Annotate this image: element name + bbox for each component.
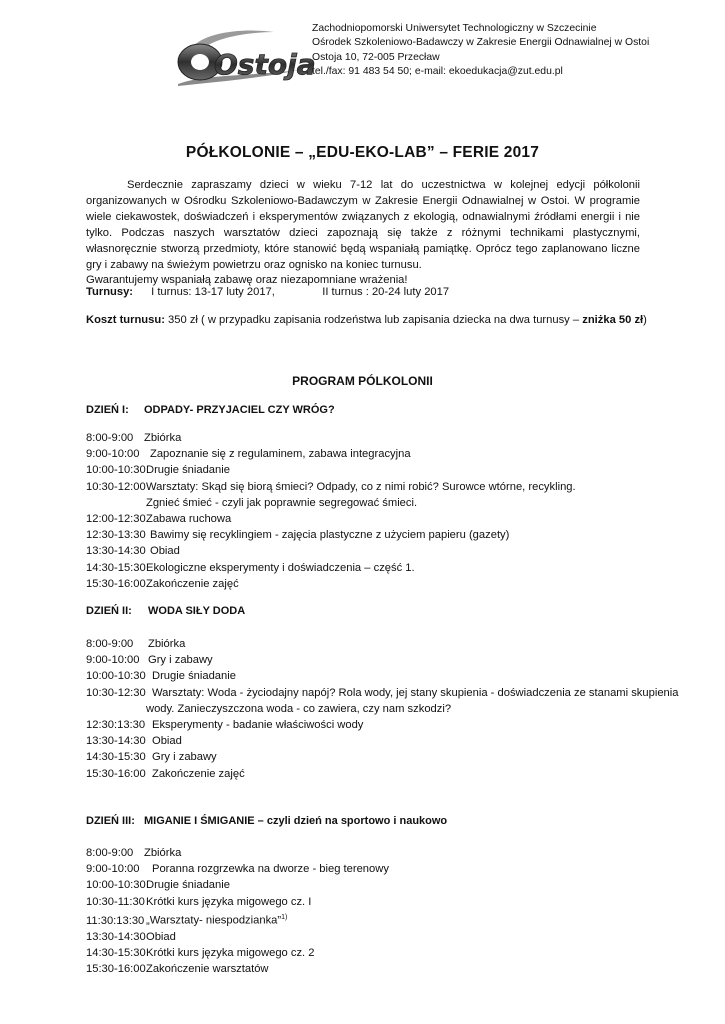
turnusy-label: Turnusy: — [86, 286, 134, 298]
schedule-text: Gry i zabawy — [152, 751, 217, 764]
schedule-row — [86, 717, 678, 733]
schedule-row — [86, 733, 678, 749]
document-title: PÓŁKOLONIE – „EDU-EKO-LAB” – FERIE 2017 — [185, 144, 540, 161]
schedule-row — [86, 749, 678, 765]
cost-close: ) — [643, 314, 647, 326]
schedule-row — [86, 560, 576, 576]
schedule-time: 10:00-10:30 — [86, 670, 146, 683]
schedule-time: 8:00-9:00 — [86, 847, 134, 859]
schedule-row — [86, 877, 389, 893]
schedule-time: 9:00-10:00 — [86, 448, 140, 461]
logo-text: Ostoja — [214, 48, 316, 81]
schedule-text: Zabawa ruchowa — [146, 513, 232, 526]
schedule-time: 10:00-10:30 — [86, 464, 146, 477]
schedule-text: Zbiórka — [144, 847, 182, 859]
schedule-text: Poranna rozgrzewka na dworze - bieg terenowy — [152, 863, 389, 876]
schedule-text: „Warsztaty- niespodzianka” — [146, 914, 282, 927]
schedule-text: Zakończenie warsztatów — [146, 963, 269, 976]
day-label: DZIEŃ II: — [86, 605, 132, 617]
header-line: Ośrodek Szkoleniowo-Badawczy w Zakresie Energii Odnawialnej w Ostoi — [312, 37, 650, 49]
day-title: ODPADY- PRZYJACIEL CZY WRÓG? — [144, 404, 335, 416]
schedule-time: 15:30-16:00 — [86, 577, 146, 590]
schedule-time: 10:30-11:30 — [86, 895, 145, 908]
schedule-row — [86, 945, 389, 961]
schedule-row — [86, 652, 678, 668]
schedule-text: Eksperymenty - badanie właściwości wody — [152, 719, 364, 732]
schedule-row — [86, 576, 576, 592]
schedule-text: Zbiórka — [144, 432, 182, 444]
schedule-text: Bawimy się recyklingiem - zajęcia plastyczne z użyciem papieru (gazety) — [150, 529, 510, 542]
schedule-time: 14:30-15:30 — [86, 751, 146, 764]
schedule-row — [86, 636, 678, 652]
schedule-text: Obiad — [150, 545, 180, 558]
schedule-text: Zbiórka — [148, 638, 186, 650]
day-3-schedule — [86, 845, 389, 977]
schedule-row — [86, 845, 389, 861]
cost-line — [86, 314, 647, 326]
schedule-text: Krótki kurs języka migowego cz. 2 — [146, 946, 315, 959]
schedule-row — [86, 511, 576, 527]
schedule-time: 8:00-9:00 — [86, 432, 134, 444]
schedule-row — [86, 910, 389, 929]
schedule-row — [86, 668, 678, 684]
schedule-continuation: Zgnieć śmieć - czyli jak poprawnie segregować śmieci. — [146, 496, 418, 509]
turnus-2: II turnus : 20-24 luty 2017 — [322, 286, 450, 298]
schedule-text: Ekologiczne eksperymenty i doświadczenia – część 1. — [146, 561, 415, 574]
ostoja-logo — [174, 26, 316, 88]
schedule-time: 12:30-13:30 — [86, 529, 146, 542]
schedule-time: 15:30-16:00 — [86, 963, 146, 976]
schedule-time: 12:30:13:30 — [86, 719, 146, 732]
schedule-text: Drugie śniadanie — [146, 464, 230, 477]
schedule-time: 11:30:13:30 — [86, 914, 145, 927]
schedule-time: 10:30-12:00 — [86, 480, 146, 493]
turnusy-line — [86, 286, 449, 298]
schedule-row — [86, 861, 389, 877]
schedule-row — [86, 543, 576, 559]
schedule-text: Zakończenie zajęć — [146, 577, 239, 590]
schedule-text: Obiad — [146, 930, 176, 943]
day-title: WODA SIŁY DODA — [148, 605, 246, 617]
schedule-time: 12:00-12:30 — [86, 513, 146, 526]
header-line: tel./fax: 91 483 54 50; e-mail: ekoedukacja@zut.edu.pl — [312, 66, 563, 78]
header-line: Ostoja 10, 72-005 Przecław — [312, 51, 440, 63]
schedule-row — [86, 446, 576, 462]
schedule-time: 13:30-14:30 — [86, 930, 146, 943]
schedule-row — [86, 685, 678, 701]
schedule-row — [86, 527, 576, 543]
schedule-row — [86, 462, 576, 478]
schedule-text: Warsztaty: Woda - życiodajny napój? Rola wody, jej stany skupienia - doświadczenia ze stanami skupienia — [152, 686, 679, 699]
cost-label: Koszt turnusu: — [86, 314, 165, 326]
schedule-time: 9:00-10:00 — [86, 654, 140, 667]
schedule-row — [86, 479, 576, 495]
intro-text — [86, 178, 640, 289]
day-title: MIGANIE I ŚMIGANIE – czyli dzień na sportowo i naukowo — [144, 815, 448, 827]
schedule-continuation: wody. Zanieczyszczona woda - co zawiera, czy nam szkodzi? — [146, 702, 452, 715]
intro-last-line: Gwarantujemy wspaniałą zabawę oraz niezapomniane wrażenia! — [86, 274, 408, 287]
schedule-text: Warsztaty: Skąd się biorą śmieci? Odpady, co z nimi robić? Surowce wtórne, recykling. — [146, 480, 576, 493]
schedule-row — [86, 929, 389, 945]
schedule-row — [86, 766, 678, 782]
schedule-text: Zakończenie zajęć — [152, 767, 245, 780]
institution-header — [312, 22, 649, 80]
header-line: Zachodniopomorski Uniwersytet Technologiczny w Szczecinie — [312, 23, 597, 34]
schedule-time: 13:30-14:30 — [86, 735, 146, 748]
day-2-schedule — [86, 636, 678, 782]
day-1-schedule — [86, 430, 576, 592]
schedule-time: 10:00-10:30 — [86, 879, 146, 892]
schedule-text: Gry i zabawy — [148, 654, 213, 667]
schedule-time: 13:30-14:30 — [86, 545, 146, 558]
day-3-heading — [86, 815, 447, 827]
turnus-1: I turnus: 13-17 luty 2017, — [151, 286, 275, 298]
schedule-text: Krótki kurs języka migowego cz. I — [146, 895, 312, 908]
day-label: DZIEŃ III: — [86, 815, 135, 827]
schedule-time: 14:30-15:30 — [86, 946, 146, 959]
schedule-row — [86, 894, 389, 910]
schedule-time: 10:30-12:30 — [86, 686, 146, 699]
day-label: DZIEŃ I: — [86, 404, 129, 416]
intro-paragraph: Serdecznie zapraszamy dzieci w wieku 7-12 lat do uczestnictwa w kolejnej edycji półkolonii organizowanych w Ośrodku Szkoleniowo-Badawczym w Zakresie Energii Odnawialnej w Ostoi. W programie wiele ciekawostek, doświadczeń i eksperymentów związanych z ekologią, odnawialnymi źródłami energii i nie tylko. Podczas naszych warsztatów dzieci zapoznają się także z różnymi technikami plastycznymi, własnoręcznie stworzą przedmioty, które stanowić będą wspaniałą pamiątkę. Oprócz tego zaplanowano liczne gry i zabawy na świeżym powietrzu oraz ognisko na koniec turnusu. — [86, 179, 640, 271]
schedule-row — [86, 961, 389, 977]
schedule-text: Drugie śniadanie — [146, 879, 230, 892]
schedule-time: 14:30-15:30 — [86, 561, 146, 574]
schedule-row — [86, 430, 576, 446]
schedule-time: 9:00-10:00 — [86, 863, 140, 876]
day-2-heading — [86, 605, 245, 617]
schedule-text: Drugie śniadanie — [152, 670, 236, 683]
cost-discount: zniżka 50 zł — [582, 314, 644, 326]
cost-text: 350 zł ( w przypadku zapisania rodzeństwa lub zapisania dziecka na dwa turnusy – — [164, 314, 583, 326]
schedule-time: 8:00-9:00 — [86, 638, 134, 650]
day-1-heading — [86, 404, 335, 416]
schedule-time: 15:30-16:00 — [86, 767, 146, 780]
schedule-text: Obiad — [152, 735, 182, 748]
schedule-text: Zapoznanie się z regulaminem, zabawa integracyjna — [150, 448, 411, 461]
program-title: PROGRAM PÓLKOLONII — [292, 374, 433, 388]
footnote-marker: 1) — [281, 913, 288, 921]
